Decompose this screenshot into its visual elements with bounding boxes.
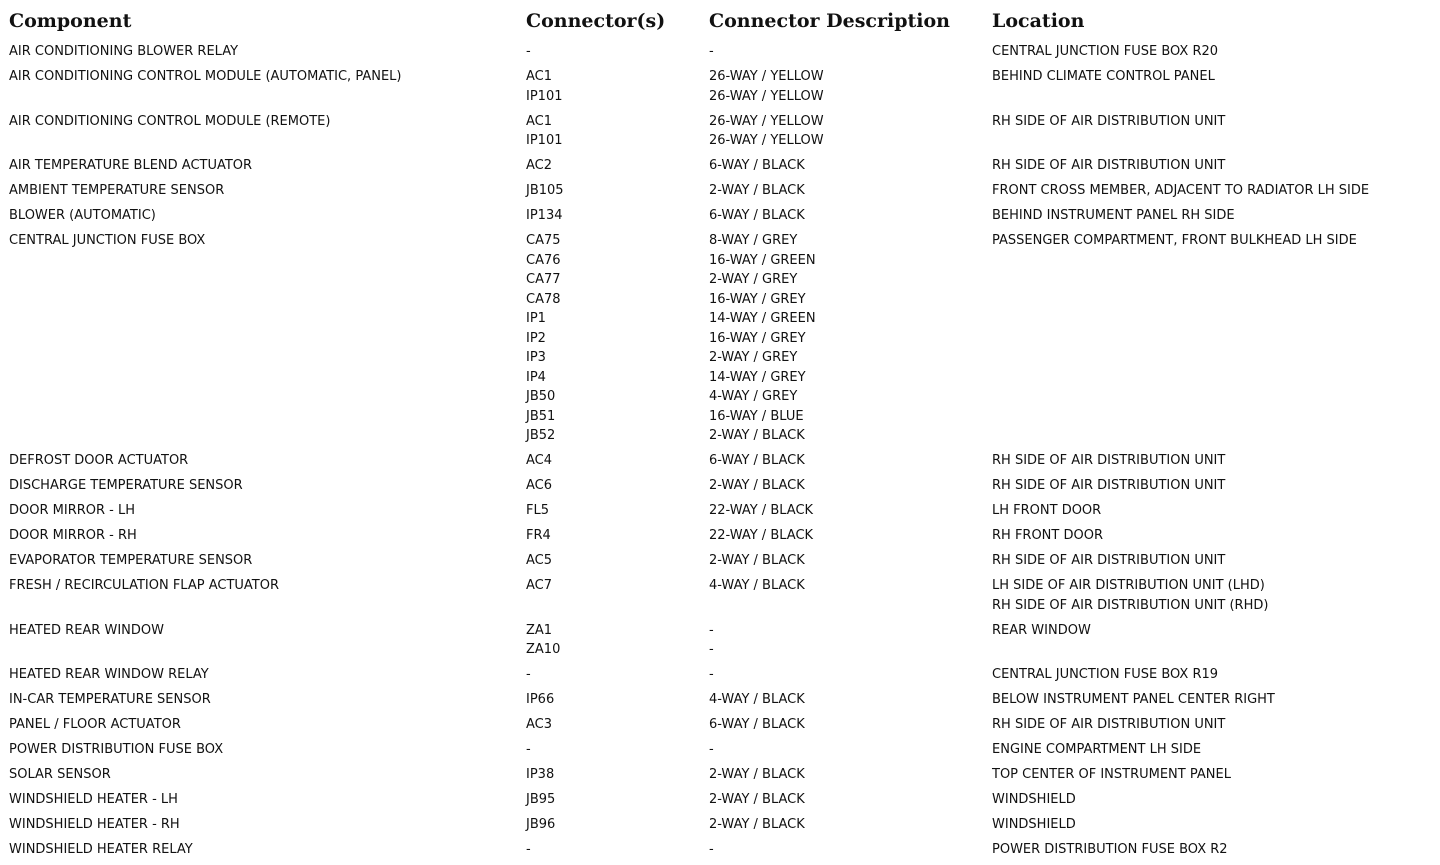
cell-component bbox=[0, 67, 526, 87]
cell-component bbox=[0, 765, 526, 785]
cell-connector-description bbox=[709, 715, 992, 735]
table-row bbox=[0, 740, 1440, 765]
connector-id: - bbox=[526, 842, 531, 857]
location-text: RH SIDE OF AIR DISTRIBUTION UNIT bbox=[992, 113, 1226, 129]
connector-id: IP38 bbox=[526, 767, 555, 782]
connector-description: 6-WAY / BLACK bbox=[709, 717, 805, 732]
connector-id: CA78 bbox=[526, 291, 561, 307]
cell-connectors bbox=[526, 576, 709, 596]
cell-location bbox=[992, 815, 1432, 835]
cell-connector-description bbox=[709, 67, 992, 106]
connector-id: JB52 bbox=[526, 428, 556, 443]
component-name: CENTRAL JUNCTION FUSE BOX bbox=[9, 233, 206, 248]
connector-description: 26-WAY / YELLOW bbox=[709, 113, 824, 129]
cell-component bbox=[0, 156, 526, 176]
cell-location bbox=[992, 740, 1432, 760]
cell-connectors bbox=[526, 740, 709, 760]
table-row bbox=[0, 715, 1440, 740]
table-row bbox=[0, 690, 1440, 715]
table-row bbox=[0, 665, 1440, 690]
location-text: LH FRONT DOOR bbox=[992, 503, 1102, 518]
cell-location bbox=[992, 621, 1432, 641]
connector-description: 4-WAY / BLACK bbox=[709, 578, 805, 593]
cell-connector-description bbox=[709, 576, 992, 596]
location-text: ENGINE COMPARTMENT LH SIDE bbox=[992, 742, 1202, 757]
connector-id: - bbox=[526, 667, 531, 682]
cell-connectors bbox=[526, 42, 709, 62]
cell-component bbox=[0, 621, 526, 641]
location-text: RH SIDE OF AIR DISTRIBUTION UNIT bbox=[992, 717, 1226, 732]
component-name: PANEL / FLOOR ACTUATOR bbox=[9, 717, 181, 732]
cell-connector-description bbox=[709, 156, 992, 176]
cell-connectors bbox=[526, 231, 709, 446]
location-text: RH SIDE OF AIR DISTRIBUTION UNIT bbox=[992, 478, 1226, 493]
table-row bbox=[0, 501, 1440, 526]
connector-description: - bbox=[709, 842, 714, 857]
connector-id: AC3 bbox=[526, 717, 553, 732]
table-row bbox=[0, 231, 1440, 451]
connector-id: JB95 bbox=[526, 792, 556, 807]
cell-connectors bbox=[526, 181, 709, 201]
cell-connector-description bbox=[709, 815, 992, 835]
connector-id: - bbox=[526, 44, 531, 59]
cell-location bbox=[992, 551, 1432, 571]
connector-description: - bbox=[709, 667, 714, 682]
connector-id: - bbox=[526, 742, 531, 757]
cell-connectors bbox=[526, 156, 709, 176]
connector-description: 4-WAY / GREY bbox=[709, 389, 798, 404]
cell-connectors bbox=[526, 476, 709, 496]
cell-connectors bbox=[526, 526, 709, 546]
cell-connector-description bbox=[709, 740, 992, 760]
connector-description: 2-WAY / BLACK bbox=[709, 792, 805, 807]
connector-description: 16-WAY / GREY bbox=[709, 291, 806, 307]
connector-id: IP4 bbox=[526, 369, 546, 385]
connector-description: 22-WAY / BLACK bbox=[709, 503, 814, 518]
connector-id: FL5 bbox=[526, 503, 549, 518]
location-text: RH SIDE OF AIR DISTRIBUTION UNIT bbox=[992, 553, 1226, 568]
cell-connector-description bbox=[709, 790, 992, 810]
cell-component bbox=[0, 690, 526, 710]
cell-component bbox=[0, 181, 526, 201]
cell-location bbox=[992, 840, 1432, 860]
cell-connector-description bbox=[709, 526, 992, 546]
component-name: BLOWER (AUTOMATIC) bbox=[9, 208, 156, 223]
cell-location bbox=[992, 67, 1432, 87]
cell-location bbox=[992, 231, 1432, 251]
component-name: WINDSHIELD HEATER - LH bbox=[9, 792, 178, 807]
connector-id: ZA1 bbox=[526, 622, 553, 638]
cell-component bbox=[0, 526, 526, 546]
connector-description: 2-WAY / GREY bbox=[709, 272, 798, 287]
table-row bbox=[0, 621, 1440, 666]
cell-connectors bbox=[526, 621, 709, 660]
connector-description: 2-WAY / BLACK bbox=[709, 767, 805, 782]
connector-id: AC5 bbox=[526, 553, 553, 568]
connector-id: AC1 bbox=[526, 113, 553, 129]
cell-location bbox=[992, 42, 1432, 62]
component-name: DEFROST DOOR ACTUATOR bbox=[9, 453, 189, 468]
connector-id: AC6 bbox=[526, 478, 553, 493]
cell-location bbox=[992, 451, 1432, 471]
connector-description: 2-WAY / BLACK bbox=[709, 428, 805, 443]
cell-component bbox=[0, 206, 526, 226]
connector-id: IP3 bbox=[526, 350, 546, 365]
connector-description: 2-WAY / BLACK bbox=[709, 553, 805, 568]
connector-id: AC1 bbox=[526, 69, 553, 84]
connector-id: ZA10 bbox=[526, 642, 561, 657]
connector-description: 14-WAY / GREY bbox=[709, 369, 806, 385]
cell-connectors bbox=[526, 112, 709, 151]
cell-connector-description bbox=[709, 476, 992, 496]
table-row bbox=[0, 476, 1440, 501]
cell-connector-description bbox=[709, 181, 992, 201]
cell-connectors bbox=[526, 690, 709, 710]
connector-description: - bbox=[709, 642, 714, 657]
table-row bbox=[0, 576, 1440, 621]
connector-id: FR4 bbox=[526, 528, 551, 543]
table-row bbox=[0, 451, 1440, 476]
component-name: IN-CAR TEMPERATURE SENSOR bbox=[9, 692, 211, 707]
header-component: Component bbox=[9, 10, 132, 32]
table-row bbox=[0, 790, 1440, 815]
table-row bbox=[0, 551, 1440, 576]
cell-component bbox=[0, 501, 526, 521]
location-text: TOP CENTER OF INSTRUMENT PANEL bbox=[992, 767, 1231, 782]
connector-id: IP1 bbox=[526, 311, 546, 326]
table-row bbox=[0, 42, 1440, 67]
table-row bbox=[0, 112, 1440, 157]
cell-connectors bbox=[526, 551, 709, 571]
connector-description: - bbox=[709, 622, 714, 638]
cell-connectors bbox=[526, 765, 709, 785]
table-row bbox=[0, 840, 1440, 865]
cell-component bbox=[0, 42, 526, 62]
component-name: HEATED REAR WINDOW RELAY bbox=[9, 667, 209, 682]
connector-description: 6-WAY / BLACK bbox=[709, 453, 805, 468]
cell-component bbox=[0, 815, 526, 835]
header-location: Location bbox=[992, 10, 1085, 32]
component-name: SOLAR SENSOR bbox=[9, 767, 111, 782]
connector-description: 22-WAY / BLACK bbox=[709, 528, 814, 543]
component-name: AIR CONDITIONING CONTROL MODULE (REMOTE) bbox=[9, 113, 331, 129]
component-name: AIR CONDITIONING CONTROL MODULE (AUTOMATIC, PANEL) bbox=[9, 69, 402, 84]
cell-connectors bbox=[526, 67, 709, 106]
connector-description: 2-WAY / BLACK bbox=[709, 183, 805, 198]
table-row bbox=[0, 181, 1440, 206]
table-row bbox=[0, 67, 1440, 112]
cell-component bbox=[0, 231, 526, 251]
connector-description: 8-WAY / GREY bbox=[709, 233, 798, 248]
cell-location bbox=[992, 181, 1432, 201]
cell-component bbox=[0, 451, 526, 471]
location-text: REAR WINDOW bbox=[992, 622, 1091, 638]
component-name: POWER DISTRIBUTION FUSE BOX bbox=[9, 742, 224, 757]
connector-id: CA75 bbox=[526, 233, 561, 248]
connector-description: 16-WAY / BLUE bbox=[709, 408, 804, 424]
table-row bbox=[0, 156, 1440, 181]
connector-description: - bbox=[709, 742, 714, 757]
location-text: WINDSHIELD bbox=[992, 792, 1076, 807]
component-name: AMBIENT TEMPERATURE SENSOR bbox=[9, 183, 225, 198]
cell-connector-description bbox=[709, 112, 992, 151]
connector-description: 2-WAY / GREY bbox=[709, 350, 798, 365]
location-text: POWER DISTRIBUTION FUSE BOX R2 bbox=[992, 842, 1228, 857]
component-name: EVAPORATOR TEMPERATURE SENSOR bbox=[9, 553, 253, 568]
cell-connector-description bbox=[709, 840, 992, 860]
component-name: AIR TEMPERATURE BLEND ACTUATOR bbox=[9, 158, 253, 173]
header-connector-description: Connector Description bbox=[709, 10, 950, 32]
cell-connectors bbox=[526, 815, 709, 835]
cell-component bbox=[0, 551, 526, 571]
connector-id: IP134 bbox=[526, 208, 563, 223]
header-connectors: Connector(s) bbox=[526, 10, 666, 32]
table-row bbox=[0, 526, 1440, 551]
table-header bbox=[0, 7, 1440, 37]
cell-component bbox=[0, 112, 526, 132]
location-text: FRONT CROSS MEMBER, ADJACENT TO RADIATOR LH SIDE bbox=[992, 183, 1370, 198]
cell-connector-description bbox=[709, 501, 992, 521]
location-text: BEHIND CLIMATE CONTROL PANEL bbox=[992, 69, 1215, 84]
location-text: LH SIDE OF AIR DISTRIBUTION UNIT (LHD) bbox=[992, 578, 1265, 593]
cell-location bbox=[992, 156, 1432, 176]
connector-id: JB96 bbox=[526, 817, 556, 832]
connector-id: JB50 bbox=[526, 389, 556, 404]
cell-component bbox=[0, 665, 526, 685]
cell-connector-description bbox=[709, 551, 992, 571]
component-name: DISCHARGE TEMPERATURE SENSOR bbox=[9, 478, 243, 493]
cell-connectors bbox=[526, 790, 709, 810]
location-text: CENTRAL JUNCTION FUSE BOX R20 bbox=[992, 44, 1219, 59]
connector-description: 6-WAY / BLACK bbox=[709, 158, 805, 173]
cell-connector-description bbox=[709, 621, 992, 660]
cell-connectors bbox=[526, 451, 709, 471]
connector-id: AC7 bbox=[526, 578, 553, 593]
location-text: CENTRAL JUNCTION FUSE BOX R19 bbox=[992, 667, 1219, 682]
location-text: RH FRONT DOOR bbox=[992, 528, 1103, 543]
component-name: WINDSHIELD HEATER RELAY bbox=[9, 842, 193, 857]
cell-connectors bbox=[526, 715, 709, 735]
table-row bbox=[0, 765, 1440, 790]
cell-location bbox=[992, 765, 1432, 785]
connector-description: 16-WAY / GREEN bbox=[709, 252, 816, 268]
table-body bbox=[0, 42, 1440, 865]
connector-id: IP2 bbox=[526, 330, 546, 346]
connector-description: 26-WAY / YELLOW bbox=[709, 133, 824, 148]
component-name: HEATED REAR WINDOW bbox=[9, 622, 164, 638]
cell-connectors bbox=[526, 501, 709, 521]
cell-location bbox=[992, 112, 1432, 132]
connector-description: 16-WAY / GREY bbox=[709, 330, 806, 346]
connector-description: 2-WAY / BLACK bbox=[709, 817, 805, 832]
location-text: PASSENGER COMPARTMENT, FRONT BULKHEAD LH SIDE bbox=[992, 233, 1357, 248]
component-name: AIR CONDITIONING BLOWER RELAY bbox=[9, 44, 239, 59]
location-text: BELOW INSTRUMENT PANEL CENTER RIGHT bbox=[992, 692, 1275, 707]
component-name: WINDSHIELD HEATER - RH bbox=[9, 817, 180, 832]
cell-connector-description bbox=[709, 765, 992, 785]
connector-id: CA77 bbox=[526, 272, 561, 287]
cell-component bbox=[0, 740, 526, 760]
cell-location bbox=[992, 501, 1432, 521]
cell-connector-description bbox=[709, 451, 992, 471]
component-name: FRESH / RECIRCULATION FLAP ACTUATOR bbox=[9, 578, 279, 593]
location-text: RH SIDE OF AIR DISTRIBUTION UNIT (RHD) bbox=[992, 597, 1269, 613]
cell-connector-description bbox=[709, 42, 992, 62]
cell-component bbox=[0, 576, 526, 596]
connector-id: AC4 bbox=[526, 453, 553, 468]
connector-id: IP101 bbox=[526, 133, 563, 148]
connector-id: CA76 bbox=[526, 252, 561, 268]
cell-connector-description bbox=[709, 665, 992, 685]
cell-component bbox=[0, 476, 526, 496]
connector-description: 6-WAY / BLACK bbox=[709, 208, 805, 223]
connector-id: AC2 bbox=[526, 158, 553, 173]
connector-description: 26-WAY / YELLOW bbox=[709, 69, 824, 84]
cell-connector-description bbox=[709, 690, 992, 710]
connector-description: 26-WAY / YELLOW bbox=[709, 88, 824, 104]
cell-location bbox=[992, 576, 1432, 615]
connector-description: 4-WAY / BLACK bbox=[709, 692, 805, 707]
cell-location bbox=[992, 715, 1432, 735]
cell-location bbox=[992, 526, 1432, 546]
cell-location bbox=[992, 476, 1432, 496]
connector-id: JB105 bbox=[526, 183, 564, 198]
cell-location bbox=[992, 790, 1432, 810]
connector-id: IP101 bbox=[526, 88, 563, 104]
component-name: DOOR MIRROR - RH bbox=[9, 528, 137, 543]
table-row bbox=[0, 815, 1440, 840]
cell-component bbox=[0, 840, 526, 860]
connector-description: 2-WAY / BLACK bbox=[709, 478, 805, 493]
table-row bbox=[0, 206, 1440, 231]
location-text: BEHIND INSTRUMENT PANEL RH SIDE bbox=[992, 208, 1235, 223]
connector-description: - bbox=[709, 44, 714, 59]
cell-connectors bbox=[526, 665, 709, 685]
location-text: RH SIDE OF AIR DISTRIBUTION UNIT bbox=[992, 453, 1226, 468]
cell-component bbox=[0, 790, 526, 810]
component-name: DOOR MIRROR - LH bbox=[9, 503, 135, 518]
connector-id: IP66 bbox=[526, 692, 555, 707]
cell-connectors bbox=[526, 206, 709, 226]
location-text: WINDSHIELD bbox=[992, 817, 1076, 832]
cell-connector-description bbox=[709, 231, 992, 446]
cell-location bbox=[992, 206, 1432, 226]
cell-component bbox=[0, 715, 526, 735]
connector-description: 14-WAY / GREEN bbox=[709, 311, 816, 326]
cell-connector-description bbox=[709, 206, 992, 226]
connector-id: JB51 bbox=[526, 408, 556, 424]
cell-location bbox=[992, 690, 1432, 710]
cell-connectors bbox=[526, 840, 709, 860]
cell-location bbox=[992, 665, 1432, 685]
location-text: RH SIDE OF AIR DISTRIBUTION UNIT bbox=[992, 158, 1226, 173]
